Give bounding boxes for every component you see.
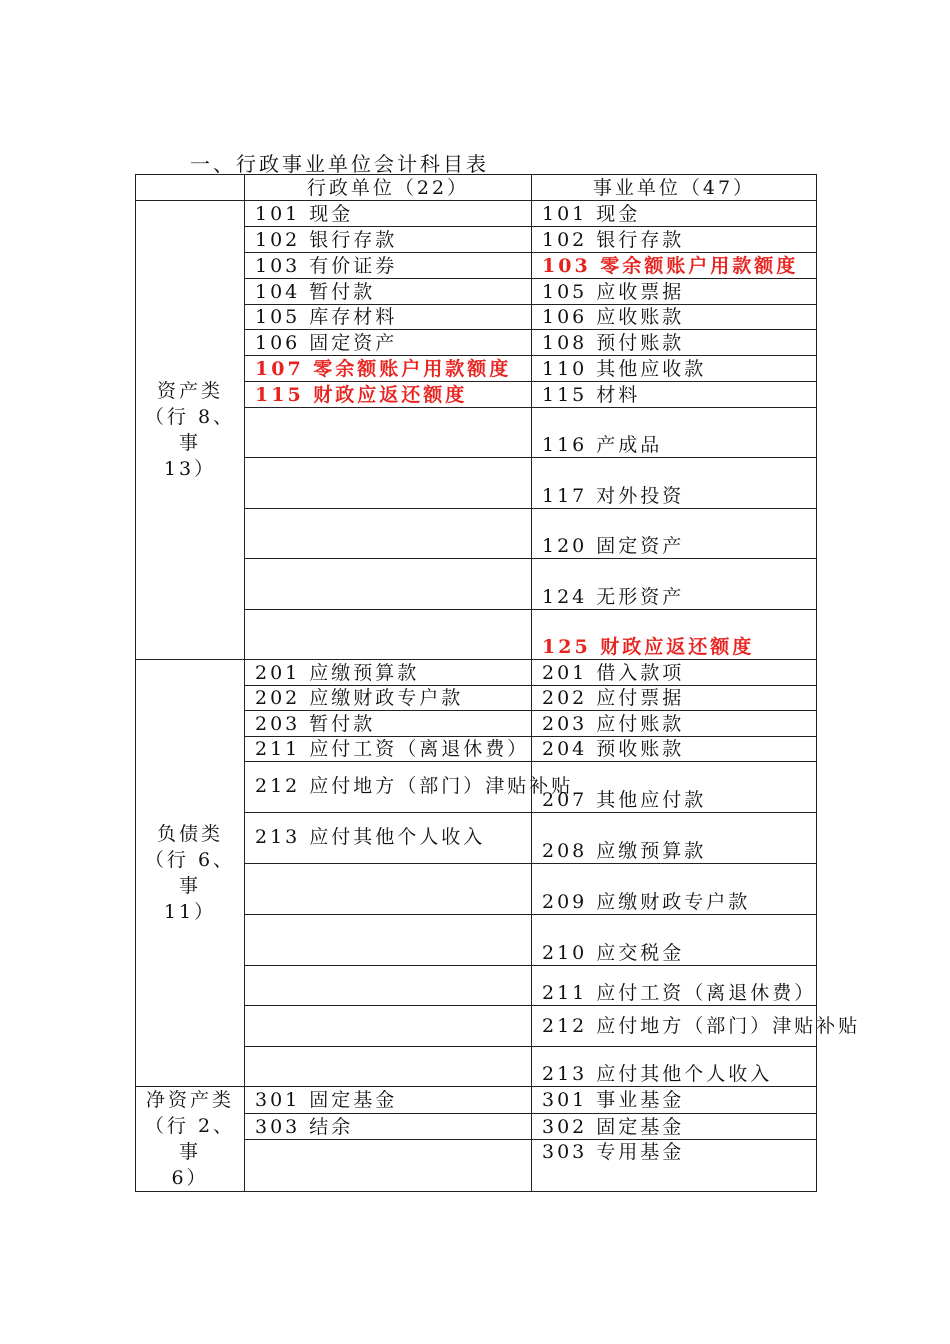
institution-account: 213 应付其他个人收入 bbox=[532, 1047, 817, 1087]
institution-account: 101 现金 bbox=[532, 201, 817, 227]
category-count: 13） bbox=[163, 458, 217, 480]
category-liabilities bbox=[136, 660, 245, 1087]
institution-account: 212 应付地方（部门）津贴补贴 bbox=[532, 1006, 817, 1047]
institution-account: 105 应收票据 bbox=[532, 279, 817, 305]
category-count: （行 2、事 bbox=[144, 1115, 236, 1163]
institution-account: 211 应付工资（离退休费） bbox=[532, 966, 817, 1006]
admin-account: 211 应付工资（离退休费） bbox=[245, 737, 532, 762]
table-row bbox=[136, 201, 817, 227]
header-row bbox=[136, 175, 817, 201]
admin-account: 106 固定资产 bbox=[245, 330, 532, 356]
admin-account: 212 应付地方（部门）津贴补贴 bbox=[245, 762, 532, 813]
admin-account: 301 固定基金 bbox=[245, 1087, 532, 1114]
institution-account: 303 专用基金 bbox=[532, 1140, 817, 1192]
institution-account: 201 借入款项 bbox=[532, 660, 817, 686]
admin-account-empty bbox=[245, 915, 532, 966]
category-label: 负债类 bbox=[156, 823, 223, 845]
admin-account-empty bbox=[245, 458, 532, 509]
institution-account: 210 应交税金 bbox=[532, 915, 817, 966]
admin-account: 303 结余 bbox=[245, 1114, 532, 1140]
admin-account: 103 有价证券 bbox=[245, 253, 532, 279]
admin-account-empty bbox=[245, 966, 532, 1006]
institution-account: 208 应缴预算款 bbox=[532, 813, 817, 864]
table-row bbox=[136, 660, 817, 686]
admin-account-empty bbox=[245, 1006, 532, 1047]
category-count: 6） bbox=[171, 1167, 209, 1189]
institution-account: 202 应付票据 bbox=[532, 686, 817, 711]
institution-account-highlighted: 125 财政应返还额度 bbox=[532, 610, 817, 660]
category-net-assets bbox=[136, 1087, 245, 1192]
institution-account: 204 预收账款 bbox=[532, 737, 817, 762]
page-title: 一、行政事业单位会计科目表 bbox=[190, 152, 489, 176]
institution-account: 207 其他应付款 bbox=[532, 762, 817, 813]
admin-account-empty bbox=[245, 408, 532, 458]
institution-account: 108 预付账款 bbox=[532, 330, 817, 356]
admin-account: 202 应缴财政专户款 bbox=[245, 686, 532, 711]
institution-account: 209 应缴财政专户款 bbox=[532, 864, 817, 915]
admin-account-empty bbox=[245, 509, 532, 559]
institution-account: 116 产成品 bbox=[532, 408, 817, 458]
corner-cell bbox=[136, 175, 245, 201]
institution-account: 115 材料 bbox=[532, 382, 817, 408]
institution-account: 120 固定资产 bbox=[532, 509, 817, 559]
admin-account-empty bbox=[245, 1140, 532, 1192]
table-row bbox=[136, 1087, 817, 1114]
header-admin: 行政单位（22） bbox=[245, 175, 532, 201]
admin-account: 102 银行存款 bbox=[245, 227, 532, 253]
category-label: 资产类 bbox=[156, 380, 223, 402]
admin-account: 104 暂付款 bbox=[245, 279, 532, 305]
admin-account-empty bbox=[245, 610, 532, 660]
header-institution: 事业单位（47） bbox=[532, 175, 817, 201]
accounting-subjects-table bbox=[135, 174, 861, 1192]
institution-account: 124 无形资产 bbox=[532, 559, 817, 610]
institution-account: 110 其他应收款 bbox=[532, 356, 817, 382]
category-assets bbox=[136, 201, 245, 660]
admin-account-empty bbox=[245, 1047, 532, 1087]
category-count: （行 8、事 bbox=[144, 406, 236, 454]
institution-account-highlighted: 103 零余额账户用款额度 bbox=[532, 253, 817, 279]
category-count: 11） bbox=[163, 901, 217, 923]
category-count: （行 6、事 bbox=[144, 849, 236, 897]
admin-account: 201 应缴预算款 bbox=[245, 660, 532, 686]
admin-account-highlighted: 115 财政应返还额度 bbox=[245, 382, 532, 408]
institution-account: 102 银行存款 bbox=[532, 227, 817, 253]
admin-account-empty bbox=[245, 864, 532, 915]
institution-account: 203 应付账款 bbox=[532, 711, 817, 737]
admin-account: 203 暂付款 bbox=[245, 711, 532, 737]
admin-account: 101 现金 bbox=[245, 201, 532, 227]
admin-account: 105 库存材料 bbox=[245, 305, 532, 330]
admin-account-highlighted: 107 零余额账户用款额度 bbox=[245, 356, 532, 382]
institution-account: 302 固定基金 bbox=[532, 1114, 817, 1140]
institution-account: 117 对外投资 bbox=[532, 458, 817, 509]
admin-account: 213 应付其他个人收入 bbox=[245, 813, 532, 864]
category-label: 净资产类 bbox=[145, 1089, 234, 1111]
institution-account: 301 事业基金 bbox=[532, 1087, 817, 1114]
institution-account: 106 应收账款 bbox=[532, 305, 817, 330]
admin-account-empty bbox=[245, 559, 532, 610]
